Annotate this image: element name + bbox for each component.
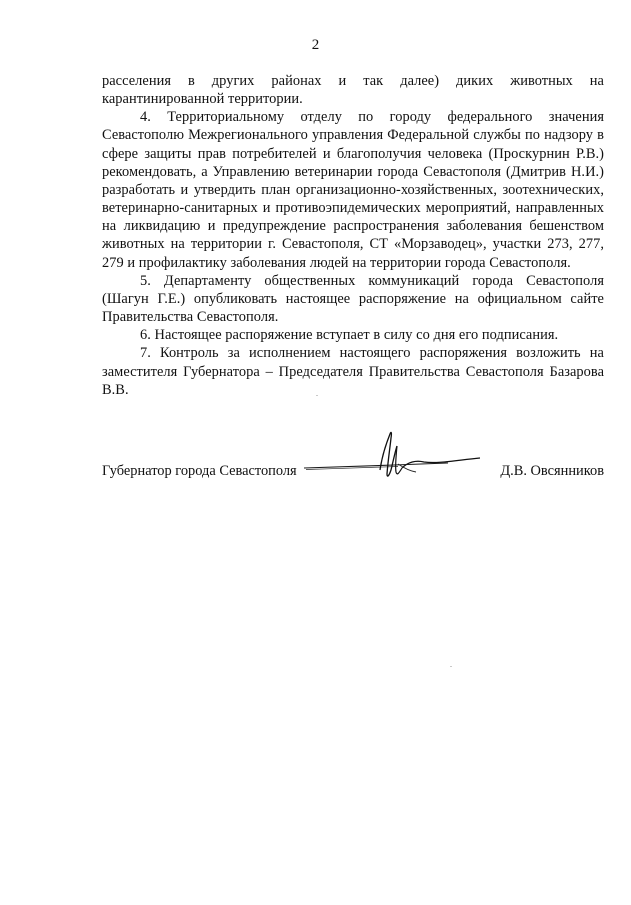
document-body [102,72,604,399]
text-line: Севастополю Межрегионального управления Федеральной службы [102,127,521,144]
text-line: и профилактику заболевания людей на территории города Севастополя. [127,254,571,271]
text-line: расселения в других районах и так далее) диких животных [102,73,573,89]
text-line: и противоэпидемических мероприятий, направленных на ликвидацию [102,200,604,235]
text-line: на заместителя Губернатора – Председателя Правительства Севастополя [102,345,604,380]
scan-speck [316,395,318,396]
paragraph-item-6 [102,326,604,344]
text-line: Правительства Севастополя. [102,309,279,326]
paragraph-item-4 [102,108,604,271]
text-line: на территории г. Севастополя, СТ «Морзаводец», участки 273, 277, 279 [102,236,604,271]
handwritten-signature [298,426,488,490]
text-line: на карантинированной территории. [102,73,604,108]
text-line: 6. Настоящее распоряжение вступает в силу со дня его подписания. [140,327,559,344]
signature-block [102,426,604,496]
text-line: 7. Контроль за исполнением настоящего распоряжения возложить [140,345,581,362]
page-number: 2 [311,37,320,53]
text-line: 5. Департаменту общественных коммуникаций города Севастополя [140,272,604,289]
paragraph-item-7 [102,344,604,398]
text-line: организационно-хозяйственных, зоотехнических, ветеринарно-санитарных [102,181,604,217]
scan-speck [450,666,452,667]
text-line: 4. Территориальному отделу по городу федерального значения [140,109,604,126]
text-line: (Шагун Г.Е.) опубликовать настоящее распоряжение на официальном сайте [102,290,604,307]
signer-name: Д.В. Овсянников [500,463,604,479]
text-line: по надзору в сфере защиты прав потребителей и благополучия человека [102,127,605,162]
text-line: и предупреждение распространения заболевания бешенством животных [102,218,604,253]
signer-title: Губернатор города Севастополя [102,463,297,479]
text-line: Севастополя (Дмитрив Н.И.) разработать и утвердить план [102,163,605,198]
text-line: (Проскурнин Р.В.) рекомендовать, а Управлению ветеринарии города [102,145,604,180]
text-line: Базарова В.В. [102,363,605,398]
paragraph-continuation [102,72,604,108]
paragraph-item-5 [102,272,604,326]
